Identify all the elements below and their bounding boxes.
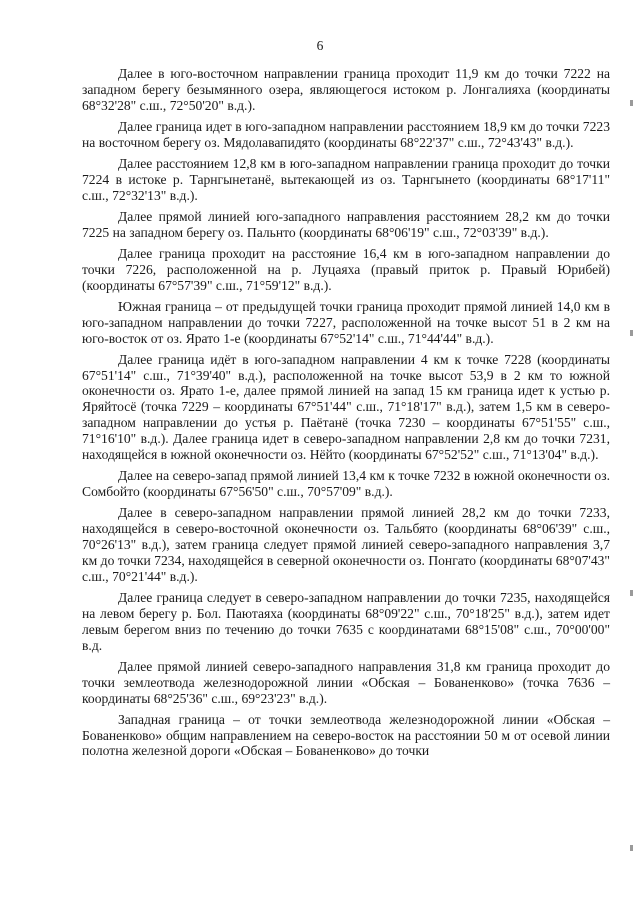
paragraph: Далее на северо-запад прямой линией 13,4 км к точке 7232 в южной оконечности оз. Сомбойто (координаты 67°56'50" с.ш., 70°57'09" в.д.). <box>82 468 610 500</box>
scan-margin-mark <box>630 845 633 851</box>
scan-margin-mark <box>630 590 633 596</box>
paragraph: Западная граница – от точки землеотвода железнодорожной линии «Обская – Бованенково» общим направлением на северо-восток на расстоянии 50 м от осевой линии полотна железной дороги «Обская – Бованенково» до точки <box>82 711 610 759</box>
paragraph: Далее прямой линией северо-западного направления 31,8 км граница проходит до точки землеотвода железнодорожной линии «Обская – Бованенково» (точка 7636 – координаты 68°25'36" с.ш., 69°23'23" в.д.). <box>82 658 610 706</box>
paragraph: Далее граница идёт в юго-западном направлении 4 км к точке 7228 (координаты 67°51'14" с.ш., 71°39'40" в.д.), расположенной на точке высот 53,9 в 2 км то южной оконечности оз. Ярато 1-е, далее прямой линией на запад 15 км граница идет к устью р. Яряйтосё (точка 7229 – координаты 67°51'44" с.ш., 71°18'17" в.д.), затем 1,5 км в северо-западном направлении до устья р. Паётанё (точка 7230 – координаты 67°51'55" с.ш., 71°16'10" в.д.). Далее граница идет в северо-западном направлении 2,8 км до точки 7231, находящейся в южной оконечности оз. Нёйто (координаты 67°52'52" с.ш., 71°13'04" в.д.). <box>82 351 610 463</box>
paragraph: Далее граница проходит на расстояние 16,4 км в юго-западном направлении до точки 7226, расположенной на р. Луцаяха (правый приток р. Правый Юрибей) (координаты 67°57'39" с.ш., 71°59'12" в.д.). <box>82 245 610 293</box>
page-number: 6 <box>316 38 324 53</box>
scan-margin-mark <box>630 330 633 336</box>
scan-margin-mark <box>630 100 633 106</box>
paragraph: Далее прямой линией юго-западного направления расстоянием 28,2 км до точки 7225 на западном берегу оз. Пальнто (координаты 68°06'19" с.ш., 72°03'39" в.д.). <box>82 208 610 240</box>
paragraph: Южная граница – от предыдущей точки граница проходит прямой линией 14,0 км в юго-западном направлении до точки 7227, расположенной на точке высот 51 в 2 км на юго-восток от оз. Ярато 1-е (координаты 67°52'14" с.ш., 71°44'44" в.д.). <box>82 298 610 346</box>
paragraph: Далее в северо-западном направлении прямой линией 28,2 км до точки 7233, находящейся в северо-восточной оконечности оз. Тальбято (координаты 68°06'39" с.ш., 70°26'13" в.д.), затем граница следует прямой линией северо-западного направления 3,7 км до точки 7234, находящейся в северной оконечности оз. Понгато (координаты 68°07'43" с.ш., 70°21'44" в.д.). <box>82 505 610 584</box>
paragraph: Далее расстоянием 12,8 км в юго-западном направлении граница проходит до точки 7224 в истоке р. Тарнгынетанё, вытекающей из оз. Тарнгынето (координаты 68°17'11" с.ш., 72°32'13" в.д.). <box>82 155 610 203</box>
paragraph: Далее граница идет в юго-западном направлении расстоянием 18,9 км до точки 7223 на восточном берегу оз. Мядолавапидято (координаты 68°22'37" с.ш., 72°43'43" в.д.). <box>82 118 610 150</box>
paragraph: Далее граница следует в северо-западном направлении до точки 7235, находящейся на левом берегу р. Бол. Паютаяха (координаты 68°09'22" с.ш., 70°18'25" в.д.), затем идет левым берегом вниз по течению до точки 7635 с координатами 68°15'08" с.ш., 70°00'00" в.д. <box>82 589 610 653</box>
paragraph: Далее в юго-восточном направлении граница проходит 11,9 км до точки 7222 на западном берегу безымянного озера, являющегося истоком р. Лонгалияха (координаты 68°32'28" с.ш., 72°50'20" в.д.). <box>82 66 610 113</box>
document-body <box>82 66 610 765</box>
